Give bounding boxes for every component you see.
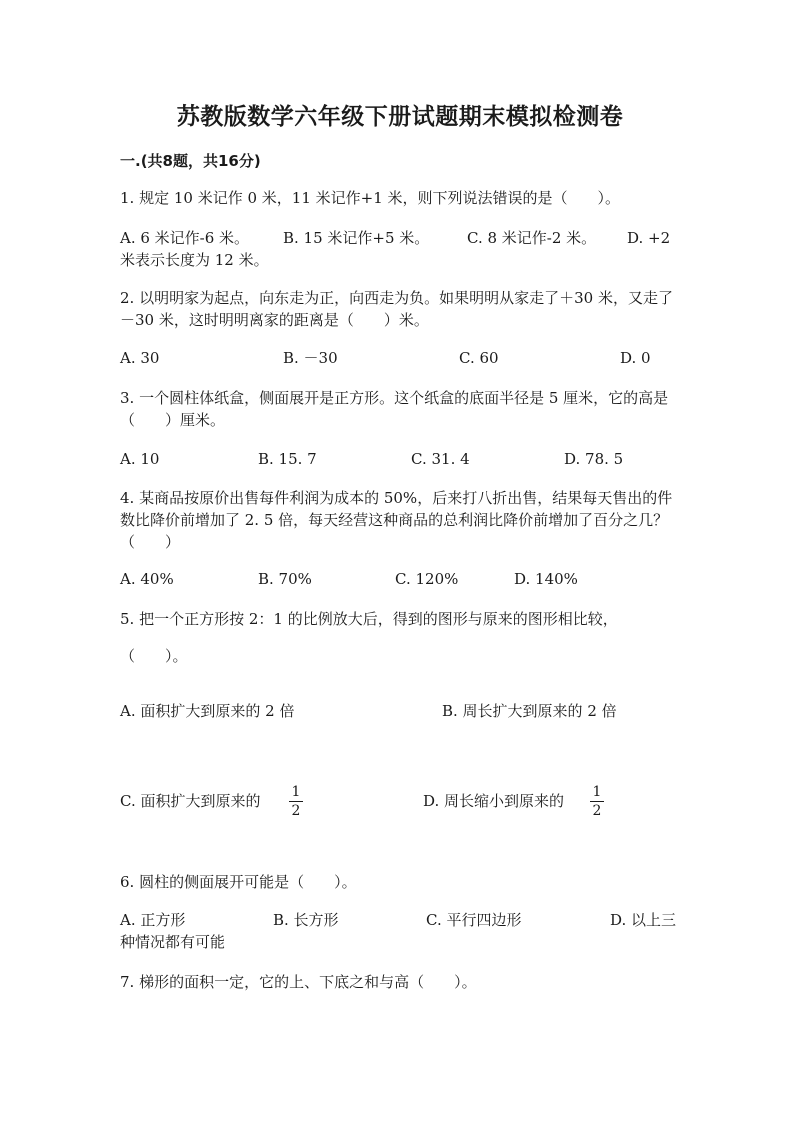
question-6-option-c: C. 平行四边形 [426, 911, 522, 929]
question-1-option-a: A. 6 米记作-6 米。 [120, 229, 250, 247]
question-2-stem: 2. 以明明家为起点，向东走为正，向西走为负。如果明明从家走了＋30 米，又走了－30 米，这时明明离家的距离是（ ）米。 [120, 289, 673, 329]
page-title: 苏教版数学六年级下册试题期末模拟检测卷 [176, 104, 624, 130]
question-5-option-b: B. 周长扩大到原来的 2 倍 [442, 702, 617, 720]
question-4-stem: 4. 某商品按原价出售每件利润为成本的 50%，后来打八折出售，结果每天售出的件数比降价前增加了 2. 5 倍，每天经营这种商品的总利润比降价前增加了百分之几？（ ） [120, 489, 673, 551]
question-4-option-b: B. 70% [258, 570, 312, 588]
question-3-option-a: A. 10 [120, 450, 160, 468]
question-5-option-d-fraction: 1 2 [590, 784, 604, 819]
question-5-option-c-fraction: 1 2 [289, 784, 303, 819]
question-1-option-c: C. 8 米记作-2 米。 [467, 229, 597, 247]
question-5-option-a: A. 面积扩大到原来的 2 倍 [120, 702, 295, 720]
question-5-option-d: D. 周长缩小到原来的 [423, 792, 565, 810]
question-3-option-b: B. 15. 7 [258, 450, 317, 468]
section-heading: 一.(共8题，共16分) [120, 152, 261, 170]
question-1-options [120, 227, 680, 249]
question-6-options [120, 909, 680, 931]
question-3-option-c: C. 31. 4 [411, 450, 470, 468]
question-6-option-d-continued: 种情况都有可能 [120, 933, 226, 951]
question-6-option-d: D. 以上三 [610, 911, 677, 929]
question-1-stem: 1. 规定 10 米记作 0 米，11 米记作+1 米，则下列说法错误的是（ ）。 [120, 189, 621, 207]
question-6-option-a: A. 正方形 [120, 911, 186, 929]
question-6-option-b: B. 长方形 [273, 911, 339, 929]
question-4-option-a: A. 40% [120, 570, 174, 588]
question-2-option-b: B. －30 [283, 349, 338, 367]
question-1-option-d: D. +2 [627, 229, 671, 247]
question-1-option-d-continued: 米表示长度为 12 米。 [120, 251, 269, 269]
question-7-stem: 7. 梯形的面积一定，它的上、下底之和与高（ ）。 [120, 973, 477, 991]
question-5-stem-continued: （ ）。 [120, 647, 188, 665]
question-3-stem: 3. 一个圆柱体纸盒，侧面展开是正方形。这个纸盒的底面半径是 5 厘米，它的高是（ ）厘米。 [120, 389, 669, 429]
question-5-stem: 5. 把一个正方形按 2：1 的比例放大后，得到的图形与原来的图形相比较， [120, 610, 618, 628]
question-5-options-ab [120, 700, 680, 722]
question-5-option-c: C. 面积扩大到原来的 [120, 792, 261, 810]
question-2-option-a: A. 30 [120, 349, 160, 367]
question-2-options [120, 347, 680, 369]
question-1-option-b: B. 15 米记作+5 米。 [283, 229, 430, 247]
question-3-option-d: D. 78. 5 [564, 450, 624, 468]
question-3-options [120, 448, 680, 470]
question-6-stem: 6. 圆柱的侧面展开可能是（ ）。 [120, 873, 357, 891]
question-4-option-c: C. 120% [395, 570, 459, 588]
question-2-option-c: C. 60 [459, 349, 499, 367]
question-2-option-d: D. 0 [620, 349, 651, 367]
question-4-option-d: D. 140% [514, 570, 578, 588]
question-4-options [120, 568, 680, 590]
